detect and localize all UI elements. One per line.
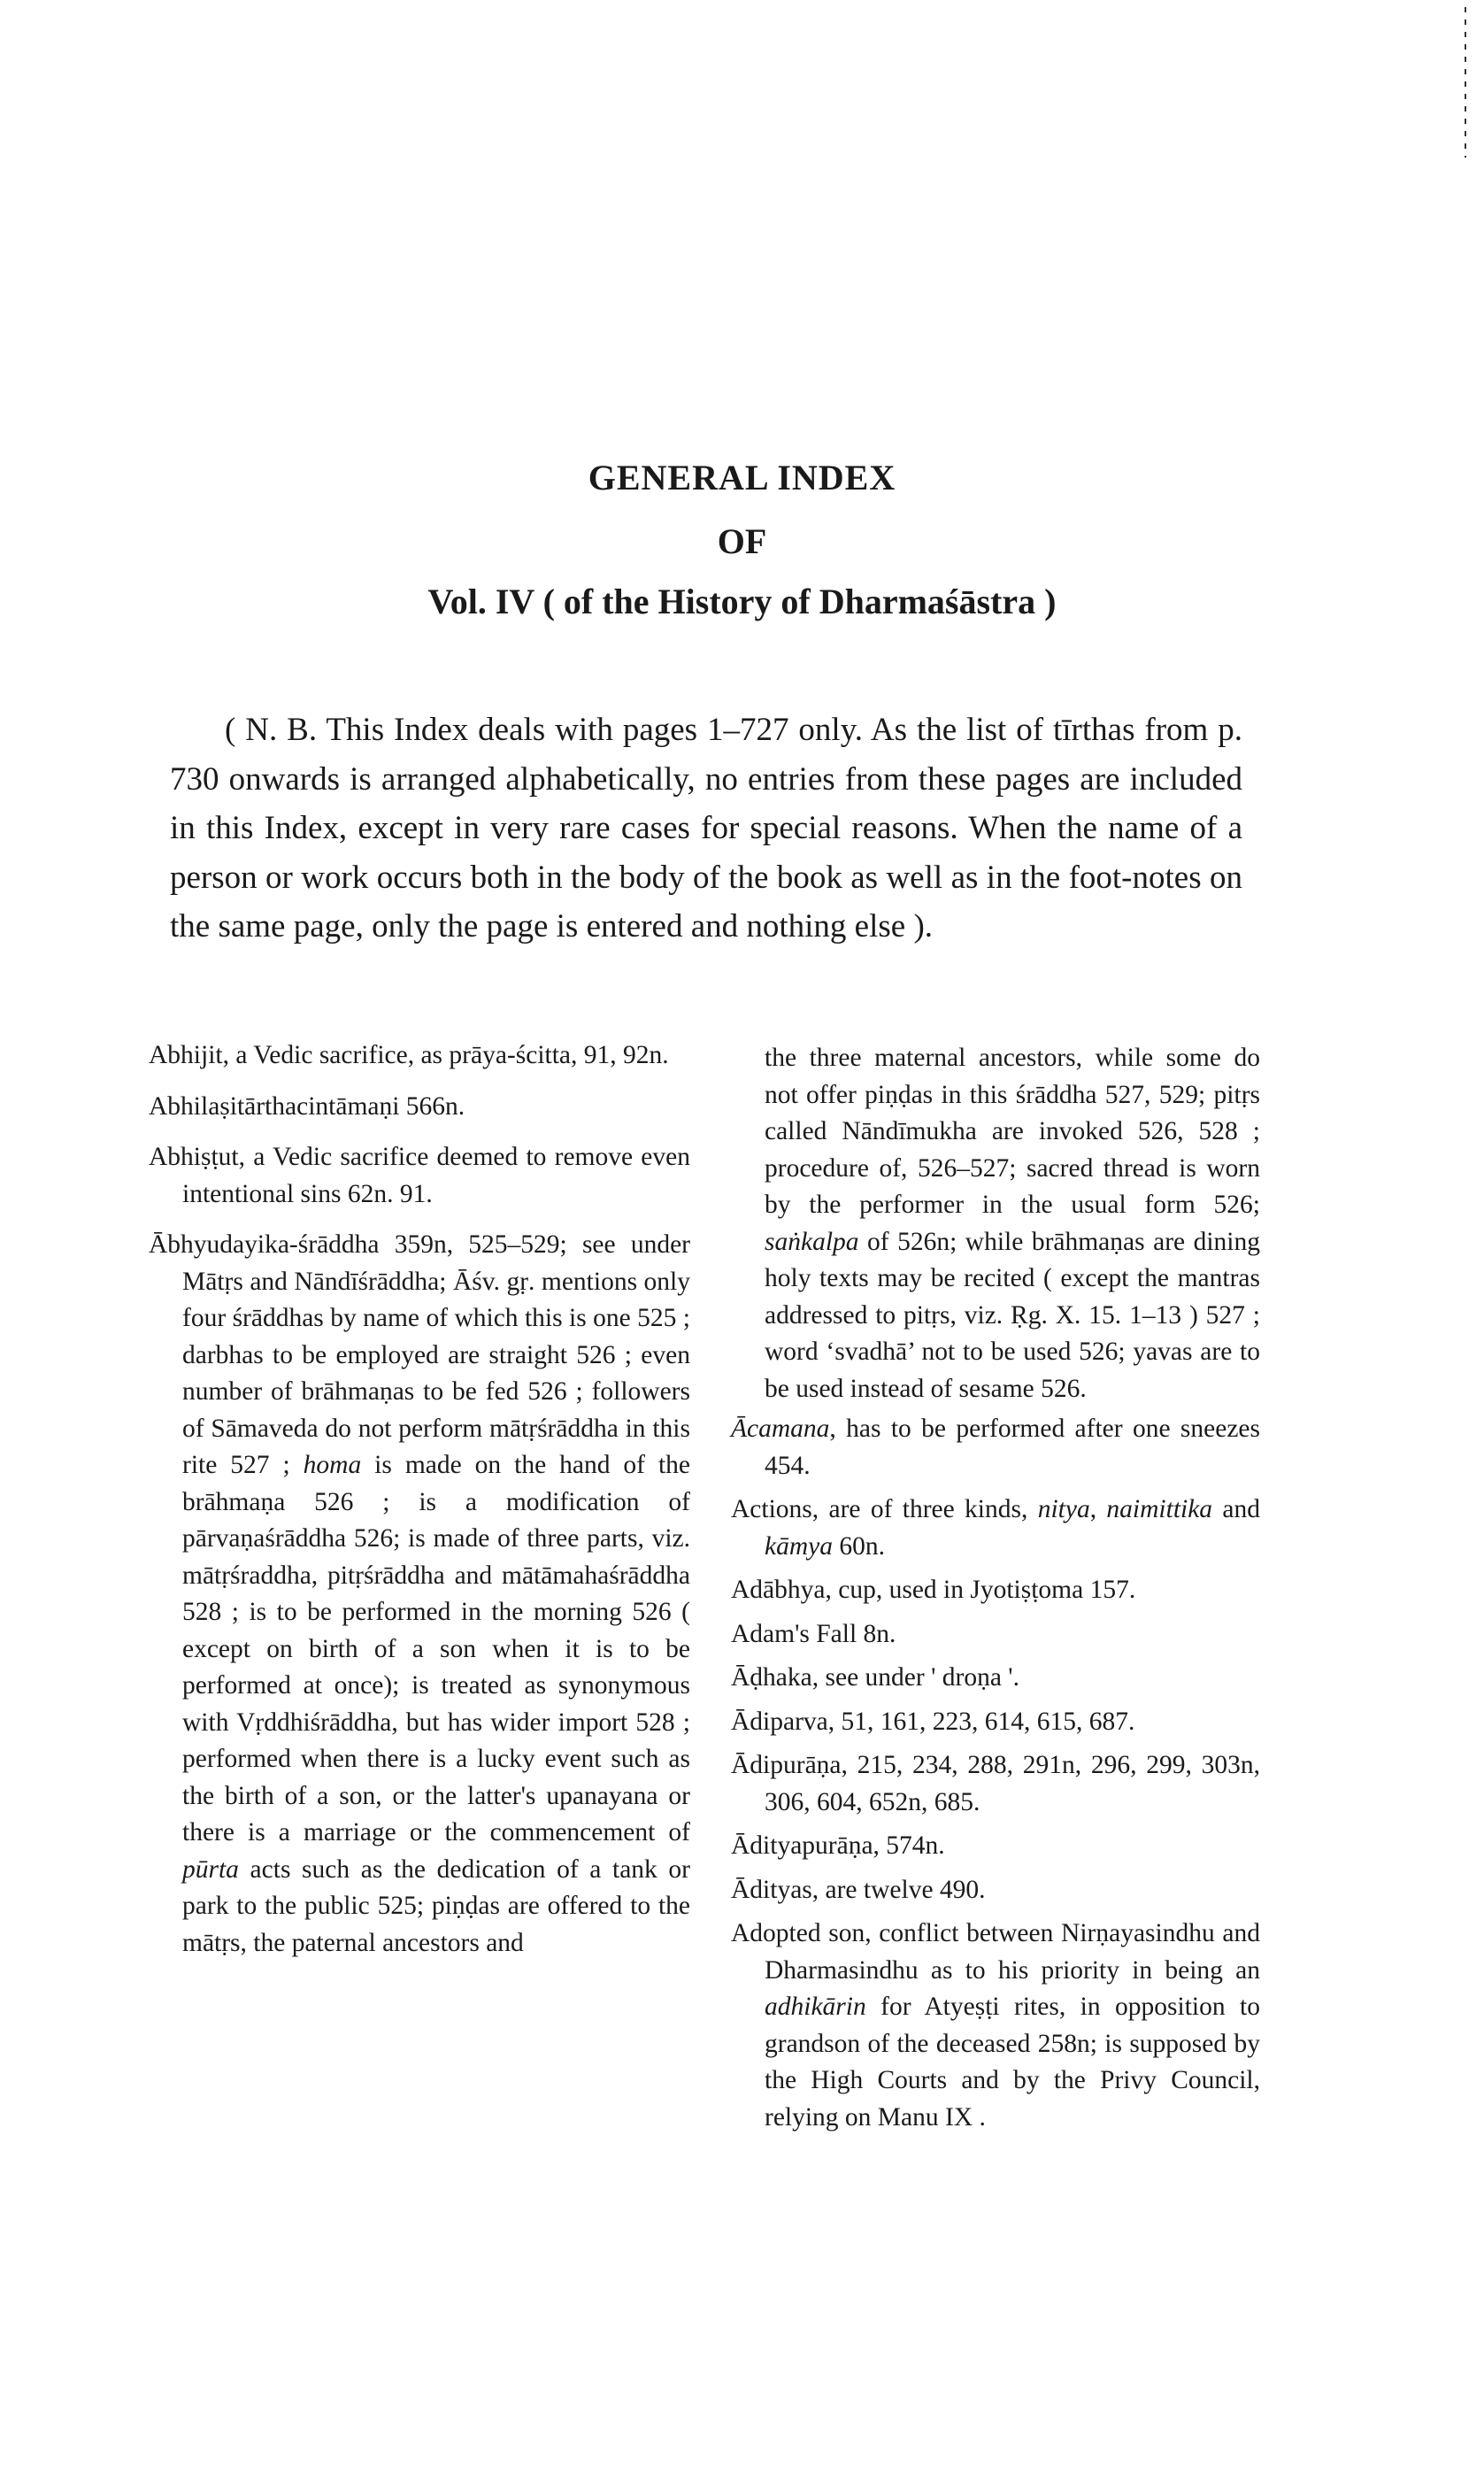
index-entry: Ādityapurāṇa, 574n. [731,1831,945,1860]
sanskrit-term: pūrta [182,1854,239,1884]
index-column-right [731,1040,1260,2143]
index-entry: Ādityas, are twelve 490. [731,1875,986,1904]
sanskrit-term: homa [303,1451,362,1479]
page-title: GENERAL INDEX [588,458,896,497]
index-entry: Abhijit, a Vedic sacrifice, as prāya-ścitta, 91, 92n. [149,1041,669,1069]
volume-subtitle: Vol. IV ( of the History of Dharmaśāstra ) [427,582,1057,621]
index-entry: Adābhya, cup, used in Jyotiṣṭoma 157. [731,1576,1136,1604]
index-entry: Ābhyudayika-śrāddha 359n, 525–529; see under Mātṛs and Nāndīśrāddha; Āśv. gṛ. mentions only four śrāddhas by name of which this is one 525 ; darbhas to be employed are straight 526 ; even number of brāhmaṇas to be fed 526 ; followers of Sāmaveda do not perform mātṛśrāddha in this rite 527 ; homa is made on the hand of the brāhmaṇa 526 ; is a modification of pārvaṇaśrāddha 526; is made of three parts, viz. mātṛśraddha, pitṛśrāddha and mātāmahaśrāddha 528 ; is to be performed in the morning 526 ( except on birth of a son when it is to be performed at once); is treated as synonymous with Vṛddhiśrāddha, but has wider import 528 ; performed when there is a lucky event such as the birth of a son, or the latter's upanayana or there is a marriage or the commencement of pūrta acts such as the dedication of a tank or park to the public 525; piṇḍas are offered to the mātṛs, the paternal ancestors and [149,1230,691,1957]
index-entry: Actions, are of three kinds, nitya, naimittika and kāmya 60n. [731,1495,1260,1561]
index-entry: Ādipurāṇa, 215, 234, 288, 291n, 296, 299, 303n, 306, 604, 652n, 685. [731,1751,1260,1816]
editorial-note: ( N. B. This Index deals with pages 1–727 only. As the list of tīrthas from p. 730 onwards is arranged alphabetically, no entries from these pages are included in this Index, except in very rare cases for special reasons. When the name of a person or work occurs both in the body of the book as well as in the foot-notes on the same page, only the page is entered and nothing else ). [170,712,1242,944]
index-column-left [149,1037,690,1976]
index-entry: Āḍhaka, see under ' droṇa '. [731,1663,1019,1692]
scan-border-marks [1465,7,1466,158]
index-entry: Ādiparva, 51, 161, 223, 614, 615, 687. [731,1707,1135,1736]
index-entry-continuation: the three maternal ancestors, while some do not offer piṇḍas in this śrāddha 527, 529; pitṛs called Nāndīmukha are invoked 526, 528 ; procedure of, 526–527; sacred thread is worn by the performer in the usual form 526; saṅkalpa of 526n; while brāhmaṇas are dining holy texts may be recited ( except the mantras addressed to pitṛs, viz. Ṛg. X. 15. 1–13 ) 527 ; word ‘svadhā’ not to be used 526; yavas are to be used instead of sesame 526. [765,1044,1260,1403]
title-of: OF [717,521,767,561]
sanskrit-term: saṅkalpa [765,1227,859,1256]
index-entry: Abhiṣṭut, a Vedic sacrifice deemed to remove even intentional sins 62n. 91. [149,1143,690,1208]
index-entry: Adam's Fall 8n. [731,1619,896,1648]
index-entry: Adopted son, conflict between Nirṇayasindhu and Dharmasindhu as to his priority in being an adhikārin for Atyeṣṭi rites, in opposition to grandson of the deceased 258n; is supposed by the High Courts and by the Privy Council, relying on Manu IX . [731,1919,1260,2132]
index-entry: Abhilaṣitārthacintāmaṇi 566n. [149,1091,465,1121]
index-entry: Ācamana, has to be performed after one sneezes 454. [731,1415,1260,1480]
